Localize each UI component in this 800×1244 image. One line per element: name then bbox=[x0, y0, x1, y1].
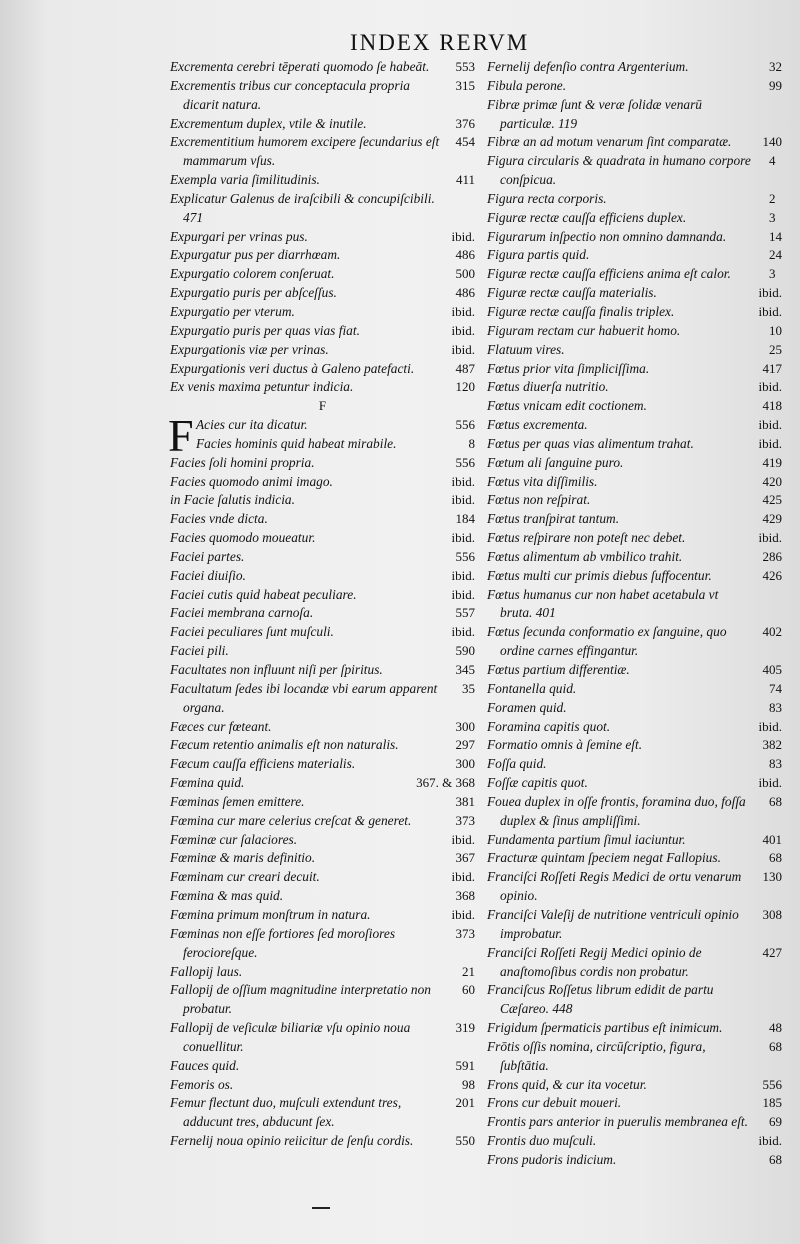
page-reference: 486 bbox=[455, 247, 475, 263]
entry-text: Fernelij noua opinio reiicitur de ſenſu cordis. bbox=[170, 1133, 414, 1149]
entry-text: Fœtus per quas vias alimentum trahat. bbox=[487, 435, 694, 451]
page-reference: ibid. bbox=[758, 775, 782, 791]
entry-text: Explicatur Galenus de iraſcibili & concupiſcibili. 471 bbox=[170, 190, 435, 225]
entry-text: Figura circularis & quadrata in humano corpore conſpicua. bbox=[487, 153, 751, 188]
page-reference: 345 bbox=[455, 662, 475, 677]
index-entry: Frōtis oſſis nomina, circūſcriptio, figura, ſubſtātia. 68 bbox=[487, 1038, 782, 1073]
index-entry: Fallopij de oſſium magnitudine interpretatio non probatur. 60 bbox=[170, 982, 475, 1017]
index-entry: Figuræ rectæ cauſſa efficiens anima eſt calor. 3 bbox=[487, 266, 776, 282]
entry-text: Franciſcus Roſſetus librum edidit de partu Cæſareo. 448 bbox=[487, 982, 714, 1017]
page-reference: 405 bbox=[762, 662, 782, 677]
index-entry bbox=[487, 416, 782, 435]
entry-text: Formatio omnis à ſemine eſt. bbox=[487, 737, 643, 753]
entry-text: Franciſci Valeſij de nutritione ventriculi opinio improbatur. bbox=[487, 906, 739, 941]
index-entry bbox=[170, 246, 475, 265]
page-reference: 401 bbox=[762, 831, 782, 847]
entry-text: Fœtus multi cur primis diebus ſuffocentur. bbox=[487, 567, 712, 583]
page-reference: 591 bbox=[455, 1057, 475, 1073]
index-entry bbox=[170, 133, 475, 171]
entry-text: Fontanella quid. bbox=[487, 680, 577, 696]
page-reference: ibid. bbox=[451, 869, 475, 885]
index-entry bbox=[170, 171, 475, 190]
entry-text: Femur flectunt duo, muſculi extendunt tres, adducunt tres, abducunt ſex. bbox=[170, 1095, 402, 1130]
entry-text: Fracturæ quintam ſpeciem negat Fallopius. bbox=[487, 850, 721, 866]
entry-text: Fallopij de veſiculæ biliariæ vſu opinio noua conuellitur. bbox=[170, 1020, 411, 1054]
index-entry bbox=[487, 1076, 782, 1095]
entry-text: Facultates non influunt niſi per ſpiritus. bbox=[170, 662, 383, 677]
index-entry: Figuræ rectæ cauſſa efficiens duplex. 3 bbox=[487, 209, 776, 225]
index-entry bbox=[170, 341, 475, 360]
entry-text: Fœtus partium differentiæ. bbox=[487, 662, 630, 677]
entry-text: Facies hominis quid habeat mirabile. bbox=[196, 435, 397, 451]
page-reference: ibid. bbox=[451, 906, 475, 922]
page-reference: 120 bbox=[455, 379, 475, 395]
page-reference: ibid. bbox=[451, 228, 475, 244]
page-reference: 556 bbox=[455, 417, 475, 433]
index-entry bbox=[487, 378, 782, 397]
entry-text: Fœtus vita diſſimilis. bbox=[487, 473, 598, 489]
index-entry bbox=[170, 623, 475, 642]
index-entry: Flatuum vires. 25 bbox=[487, 341, 782, 357]
entry-text: Facultatum ſedes ibi locandæ vbi earum apparent organa. bbox=[170, 680, 438, 715]
index-entry bbox=[487, 454, 782, 473]
page-reference: 367 bbox=[455, 850, 475, 866]
page-reference: ibid. bbox=[451, 530, 475, 546]
index-entry: Fontanella quid. 74 bbox=[487, 680, 782, 696]
index-entry bbox=[170, 548, 475, 567]
entry-text: Fœtus humanus cur non habet acetabula vt bruta. 401 bbox=[487, 586, 719, 621]
page-reference: 426 bbox=[762, 567, 782, 583]
entry-text: Expurgationis veri ductus à Galeno patefacti. bbox=[170, 360, 415, 376]
index-entry bbox=[170, 435, 475, 454]
page-reference: 297 bbox=[455, 737, 475, 753]
entry-text: Frontis pars anterior in puerulis membranea eſt. bbox=[487, 1114, 748, 1130]
index-entry: Foramen quid. 83 bbox=[487, 699, 782, 715]
entry-text: Figuræ rectæ cauſſa finalis triplex. bbox=[487, 303, 675, 319]
index-entry bbox=[170, 1094, 475, 1132]
index-entry bbox=[170, 718, 475, 737]
entry-text: Foramen quid. bbox=[487, 699, 567, 715]
index-entry bbox=[170, 360, 475, 379]
page-reference: 420 bbox=[762, 473, 782, 489]
entry-text: Fœminas ſemen emittere. bbox=[170, 793, 305, 809]
page-reference: ibid. bbox=[451, 567, 475, 583]
page-reference: 367. & 368 bbox=[416, 775, 475, 791]
entry-text: Frons cur debuit moueri. bbox=[487, 1095, 622, 1111]
index-entry bbox=[170, 831, 475, 850]
page-reference: ibid. bbox=[758, 417, 782, 433]
entry-text: Fœtus vnicam edit coctionem. bbox=[487, 398, 647, 414]
section-letter: F bbox=[318, 398, 327, 414]
entry-text: Fœminas non eſſe fortiores ſed moroſiores ferocioreſque. bbox=[170, 925, 396, 960]
index-entry bbox=[170, 473, 475, 492]
index-entry bbox=[170, 529, 475, 548]
entry-text: Excrementum duplex, vtile & inutile. bbox=[170, 115, 367, 131]
index-entry bbox=[170, 454, 475, 473]
entry-text: Fœminæ & maris definitio. bbox=[170, 850, 316, 866]
page-reference: ibid. bbox=[451, 473, 475, 489]
entry-text: Figuram rectam cur habuerit homo. bbox=[487, 322, 681, 338]
entry-text: Exempla varia ſimilitudinis. bbox=[170, 172, 320, 188]
decorated-initial: F bbox=[168, 410, 194, 462]
page-reference: ibid. bbox=[451, 492, 475, 508]
index-entry bbox=[487, 831, 782, 850]
index-entry: Figura partis quid. 24 bbox=[487, 247, 782, 263]
index-entry: Figura recta corporis. 2 bbox=[487, 190, 776, 206]
page-reference: 300 bbox=[455, 718, 475, 734]
entry-text: Faciei pili. bbox=[170, 643, 229, 659]
entry-text: Expurgationis viæ per vrinas. bbox=[170, 341, 329, 357]
entry-text: Frons quid, & cur ita vocetur. bbox=[487, 1076, 647, 1092]
entry-text: Foramina capitis quot. bbox=[487, 718, 611, 734]
index-entry bbox=[487, 548, 782, 567]
page-reference: 373 bbox=[455, 812, 475, 828]
page-reference: 425 bbox=[762, 492, 782, 508]
index-entry bbox=[170, 265, 475, 284]
entry-text: Fœtus diuerſa nutritio. bbox=[487, 379, 609, 395]
page-reference: ibid. bbox=[758, 718, 782, 734]
index-entry bbox=[170, 1132, 475, 1151]
page-reference: 373 bbox=[455, 925, 475, 941]
entry-text: Figurarum inſpectio non omnino damnanda. bbox=[487, 228, 727, 244]
entry-text: Expurgatio puris per quas vias fiat. bbox=[170, 322, 360, 338]
index-entry bbox=[487, 529, 782, 548]
index-entry bbox=[487, 133, 782, 152]
entry-text: Fœtum ali ſanguine puro. bbox=[487, 454, 624, 470]
index-entry: Frons pudoris indicium. 68 bbox=[487, 1151, 782, 1167]
index-entry bbox=[170, 661, 475, 680]
page-reference: ibid. bbox=[758, 379, 782, 395]
index-entry bbox=[487, 303, 782, 322]
entry-text: Fœminam cur creari decuit. bbox=[170, 869, 320, 885]
page-reference: 429 bbox=[762, 511, 782, 527]
index-entry bbox=[170, 793, 475, 812]
page-reference: 319 bbox=[455, 1020, 475, 1036]
page-reference: 130 bbox=[762, 869, 782, 885]
page-reference: ibid. bbox=[451, 586, 475, 602]
entry-text: Fœmina primum monſtrum in natura. bbox=[170, 906, 371, 922]
page-reference: 556 bbox=[762, 1076, 782, 1092]
page-reference: 184 bbox=[455, 511, 475, 527]
page-reference: 315 bbox=[455, 77, 475, 93]
index-entry bbox=[170, 1057, 475, 1076]
page-reference: 557 bbox=[455, 605, 475, 621]
index-entry bbox=[170, 887, 475, 906]
index-entry: Foſſa quid. 83 bbox=[487, 756, 782, 772]
page-reference: ibid. bbox=[758, 1133, 782, 1149]
index-entry bbox=[170, 868, 475, 887]
page-reference: 550 bbox=[455, 1133, 475, 1149]
page-reference: 553 bbox=[455, 59, 475, 74]
entry-text: Facies quomodo animi imago. bbox=[170, 473, 333, 489]
index-entry bbox=[170, 755, 475, 774]
index-entry bbox=[487, 944, 782, 982]
index-entry bbox=[487, 623, 782, 661]
index-entry: Figuram rectam cur habuerit homo. 10 bbox=[487, 322, 782, 338]
index-entry: Figura circularis & quadrata in humano corpore conſpicua. 4 bbox=[487, 153, 776, 188]
page-reference: 368 bbox=[455, 888, 475, 904]
entry-text: Flatuum vires. bbox=[487, 341, 565, 357]
index-entry bbox=[170, 1019, 475, 1057]
entry-text: Expurgari per vrinas pus. bbox=[170, 228, 308, 244]
entry-text: Frōtis oſſis nomina, circūſcriptio, figura, ſubſtātia. bbox=[487, 1038, 706, 1073]
entry-text: Excrementitium humorem excipere ſecundarius eſt mammarum vſus. bbox=[170, 134, 440, 169]
entry-text: Fundamenta partium ſimul iaciuntur. bbox=[487, 831, 686, 847]
page-reference: 140 bbox=[762, 134, 782, 150]
index-entry: Frigidum ſpermaticis partibus eſt inimicum. 48 bbox=[487, 1020, 782, 1036]
entry-text: Fœtus tranſpirat tantum. bbox=[487, 511, 620, 527]
index-entry bbox=[170, 642, 475, 661]
entry-text: in Facie ſalutis indicia. bbox=[170, 492, 295, 508]
entry-text: Fœtus prior vita ſimpliciſſima. bbox=[487, 360, 650, 376]
entry-text: Fœtus excrementa. bbox=[487, 417, 588, 433]
index-entry bbox=[170, 190, 475, 228]
index-entry bbox=[170, 774, 475, 793]
entry-text: Expurgatio per vterum. bbox=[170, 303, 295, 319]
page-reference: ibid. bbox=[451, 831, 475, 847]
entry-text: Faciei partes. bbox=[170, 548, 245, 564]
page-reference: 300 bbox=[455, 756, 475, 772]
page-reference: 454 bbox=[455, 134, 475, 150]
index-entry bbox=[170, 925, 475, 963]
entry-text: Fæcum retentio animalis eſt non naturalis. bbox=[170, 737, 399, 753]
index-entry bbox=[487, 1094, 782, 1113]
entry-text: Franciſci Roſſeti Regis Medici de ortu venarum opinio. bbox=[487, 869, 742, 904]
page-reference: ibid. bbox=[451, 624, 475, 640]
entry-text: Excrementis tribus cur conceptacula propria dicarit natura. bbox=[170, 77, 410, 112]
page-reference: 500 bbox=[455, 266, 475, 282]
entry-text: Fœtus non reſpirat. bbox=[487, 492, 591, 508]
page-reference: 201 bbox=[455, 1095, 475, 1111]
index-entry bbox=[487, 1132, 782, 1151]
page-reference: 286 bbox=[762, 548, 782, 564]
index-entry bbox=[487, 567, 782, 586]
index-entry bbox=[170, 284, 475, 303]
page-reference: 411 bbox=[455, 172, 475, 188]
entry-text: Figura partis quid. bbox=[487, 247, 590, 263]
index-entry: Facultatum ſedes ibi locandæ vbi earum apparent organa. 35 bbox=[170, 680, 475, 715]
entry-text: Fæcum cauſſa efficiens materialis. bbox=[170, 756, 356, 772]
index-entry bbox=[170, 322, 475, 341]
index-entry bbox=[170, 115, 475, 134]
index-entry bbox=[170, 77, 475, 115]
entry-text: Expurgatio colorem conſeruat. bbox=[170, 266, 335, 282]
page-reference: 417 bbox=[762, 360, 782, 376]
entry-text: Foſſa quid. bbox=[487, 756, 547, 772]
entry-text: Frons pudoris indicium. bbox=[487, 1151, 617, 1167]
index-entry: Frontis pars anterior in puerulis membranea eſt. 69 bbox=[487, 1114, 782, 1130]
index-entry bbox=[170, 491, 475, 510]
entry-text: Figuræ rectæ cauſſa materialis. bbox=[487, 285, 657, 301]
right-column bbox=[487, 58, 782, 1170]
entry-text: Expurgatio puris per abſceſſus. bbox=[170, 285, 337, 301]
entry-text: Frontis duo muſculi. bbox=[487, 1133, 597, 1149]
entry-text: Ex venis maxima petuntur indicia. bbox=[170, 379, 354, 395]
page-reference: 486 bbox=[455, 285, 475, 301]
page-reference: 308 bbox=[762, 906, 782, 922]
index-entry bbox=[487, 736, 782, 755]
page-reference: 487 bbox=[455, 360, 475, 376]
index-entry: Fernelij defenſio contra Argenterium. 32 bbox=[487, 59, 782, 74]
page-reference: 427 bbox=[762, 944, 782, 960]
index-entry bbox=[170, 416, 475, 435]
index-entry: Femoris os. 98 bbox=[170, 1076, 475, 1092]
entry-text: Foſſæ capitis quot. bbox=[487, 775, 588, 791]
page-reference: 8 bbox=[468, 435, 475, 451]
index-entry bbox=[487, 774, 782, 793]
entry-text: Figuræ rectæ cauſſa efficiens anima eſt calor. bbox=[487, 266, 731, 282]
entry-text: Fæces cur fœteant. bbox=[170, 718, 272, 734]
index-entry bbox=[170, 849, 475, 868]
page-reference: 381 bbox=[455, 793, 475, 809]
footer-dash bbox=[312, 1207, 330, 1209]
entry-text: Acies cur ita dicatur. bbox=[196, 417, 308, 433]
entry-text: Fœmina quid. bbox=[170, 775, 245, 791]
entry-text: Faciei membrana carnoſa. bbox=[170, 605, 314, 621]
entry-text: Fœmina & mas quid. bbox=[170, 888, 284, 904]
entry-text: Excrementa cerebri tēperati quomodo ſe habeāt. bbox=[170, 59, 430, 74]
entry-text: Fernelij defenſio contra Argenterium. bbox=[487, 59, 689, 74]
index-entry: Fallopij laus. 21 bbox=[170, 963, 475, 979]
entry-text: Fœtus ſecunda conformatio ex ſanguine, quo ordine carnes effingantur. bbox=[487, 624, 727, 659]
entry-text: Fallopij laus. bbox=[170, 963, 243, 979]
index-entry bbox=[170, 567, 475, 586]
entry-text: Frigidum ſpermaticis partibus eſt inimicum. bbox=[487, 1020, 723, 1036]
left-column bbox=[170, 58, 475, 1151]
page-reference: 402 bbox=[762, 624, 782, 640]
index-entry bbox=[487, 360, 782, 379]
page-reference: 382 bbox=[762, 737, 782, 753]
page-reference: 185 bbox=[762, 1095, 782, 1111]
page-reference: 556 bbox=[455, 454, 475, 470]
index-entry bbox=[487, 718, 782, 737]
page-reference: ibid. bbox=[451, 341, 475, 357]
index-entry bbox=[487, 435, 782, 454]
index-entry bbox=[487, 586, 782, 624]
index-entry: Figurarum inſpectio non omnino damnanda. 14 bbox=[487, 228, 782, 244]
index-entry bbox=[170, 586, 475, 605]
index-entry: Fouea duplex in oſſe frontis, foramina duo, foſſa duplex & ſinus ampliſſimi. 68 bbox=[487, 793, 782, 828]
index-entry bbox=[487, 284, 782, 303]
page-reference: ibid. bbox=[758, 285, 782, 301]
index-entry bbox=[487, 981, 782, 1019]
index-entry bbox=[170, 228, 475, 247]
entry-text: Fauces quid. bbox=[170, 1057, 240, 1073]
entry-text: Facies vnde dicta. bbox=[170, 511, 268, 527]
entry-text: Faciei peculiares ſunt muſculi. bbox=[170, 624, 334, 640]
entry-text: Fœmina cur mare celerius creſcat & generet. bbox=[170, 812, 412, 828]
index-entry bbox=[170, 378, 475, 397]
index-entry bbox=[170, 736, 475, 755]
entry-text: Faciei cutis quid habeat peculiare. bbox=[170, 586, 357, 602]
index-entry bbox=[170, 58, 475, 77]
page-reference: 556 bbox=[455, 548, 475, 564]
index-entry bbox=[170, 303, 475, 322]
page-reference: ibid. bbox=[758, 435, 782, 451]
index-entry bbox=[487, 473, 782, 492]
entry-text: Figuræ rectæ cauſſa efficiens duplex. bbox=[487, 209, 687, 225]
page-reference: ibid. bbox=[451, 303, 475, 319]
entry-text: Fouea duplex in oſſe frontis, foramina duo, foſſa duplex & ſinus ampliſſimi. bbox=[487, 793, 746, 828]
page-reference: ibid. bbox=[758, 530, 782, 546]
entry-text: Fœtus reſpirare non poteſt nec debet. bbox=[487, 530, 686, 546]
index-entry bbox=[487, 661, 782, 680]
entry-text: Fœtus alimentum ab vmbilico trahit. bbox=[487, 548, 683, 564]
index-entry bbox=[170, 906, 475, 925]
entry-text: Facies quomodo moueatur. bbox=[170, 530, 316, 546]
page-header: INDEX RERVM bbox=[350, 30, 530, 55]
entry-text: Fibræ an ad motum venarum ſint comparatæ. bbox=[487, 134, 732, 150]
index-entry bbox=[487, 868, 782, 906]
index-entry bbox=[487, 397, 782, 416]
entry-text: Femoris os. bbox=[170, 1076, 234, 1092]
index-entry: Fracturæ quintam ſpeciem negat Fallopius. 68 bbox=[487, 850, 782, 866]
entry-text: Expurgatur pus per diarrhœam. bbox=[170, 247, 341, 263]
index-entry: Fibula perone. 99 bbox=[487, 77, 782, 93]
index-entry bbox=[487, 906, 782, 944]
entry-text: Figura recta corporis. bbox=[487, 190, 607, 206]
section-f-entries bbox=[168, 410, 475, 1151]
page-reference: 419 bbox=[762, 454, 782, 470]
page-reference: 418 bbox=[762, 398, 782, 414]
entry-text: Faciei diuiſio. bbox=[170, 567, 246, 583]
index-entry bbox=[487, 491, 782, 510]
entry-text: Fœminæ cur ſalaciores. bbox=[170, 831, 298, 847]
entry-text: Fibræ primæ ſunt & veræ ſolidæ venarū particulæ. 119 bbox=[487, 96, 702, 131]
index-entry bbox=[170, 812, 475, 831]
index-entry bbox=[170, 510, 475, 529]
index-entry bbox=[487, 96, 782, 134]
page-reference: 590 bbox=[455, 643, 475, 659]
entry-text: Fibula perone. bbox=[487, 77, 567, 93]
index-entry bbox=[487, 510, 782, 529]
entry-text: Fallopij de oſſium magnitudine interpretatio non probatur. bbox=[170, 982, 431, 1017]
page-reference: ibid. bbox=[451, 322, 475, 338]
index-entry bbox=[170, 604, 475, 623]
page-reference: ibid. bbox=[758, 303, 782, 319]
entry-text: Facies ſoli homini propria. bbox=[170, 454, 315, 470]
entry-text: Franciſci Roſſeti Regij Medici opinio de anaſtomoſibus cordis non probatur. bbox=[487, 944, 702, 979]
page-reference: 376 bbox=[455, 115, 475, 131]
